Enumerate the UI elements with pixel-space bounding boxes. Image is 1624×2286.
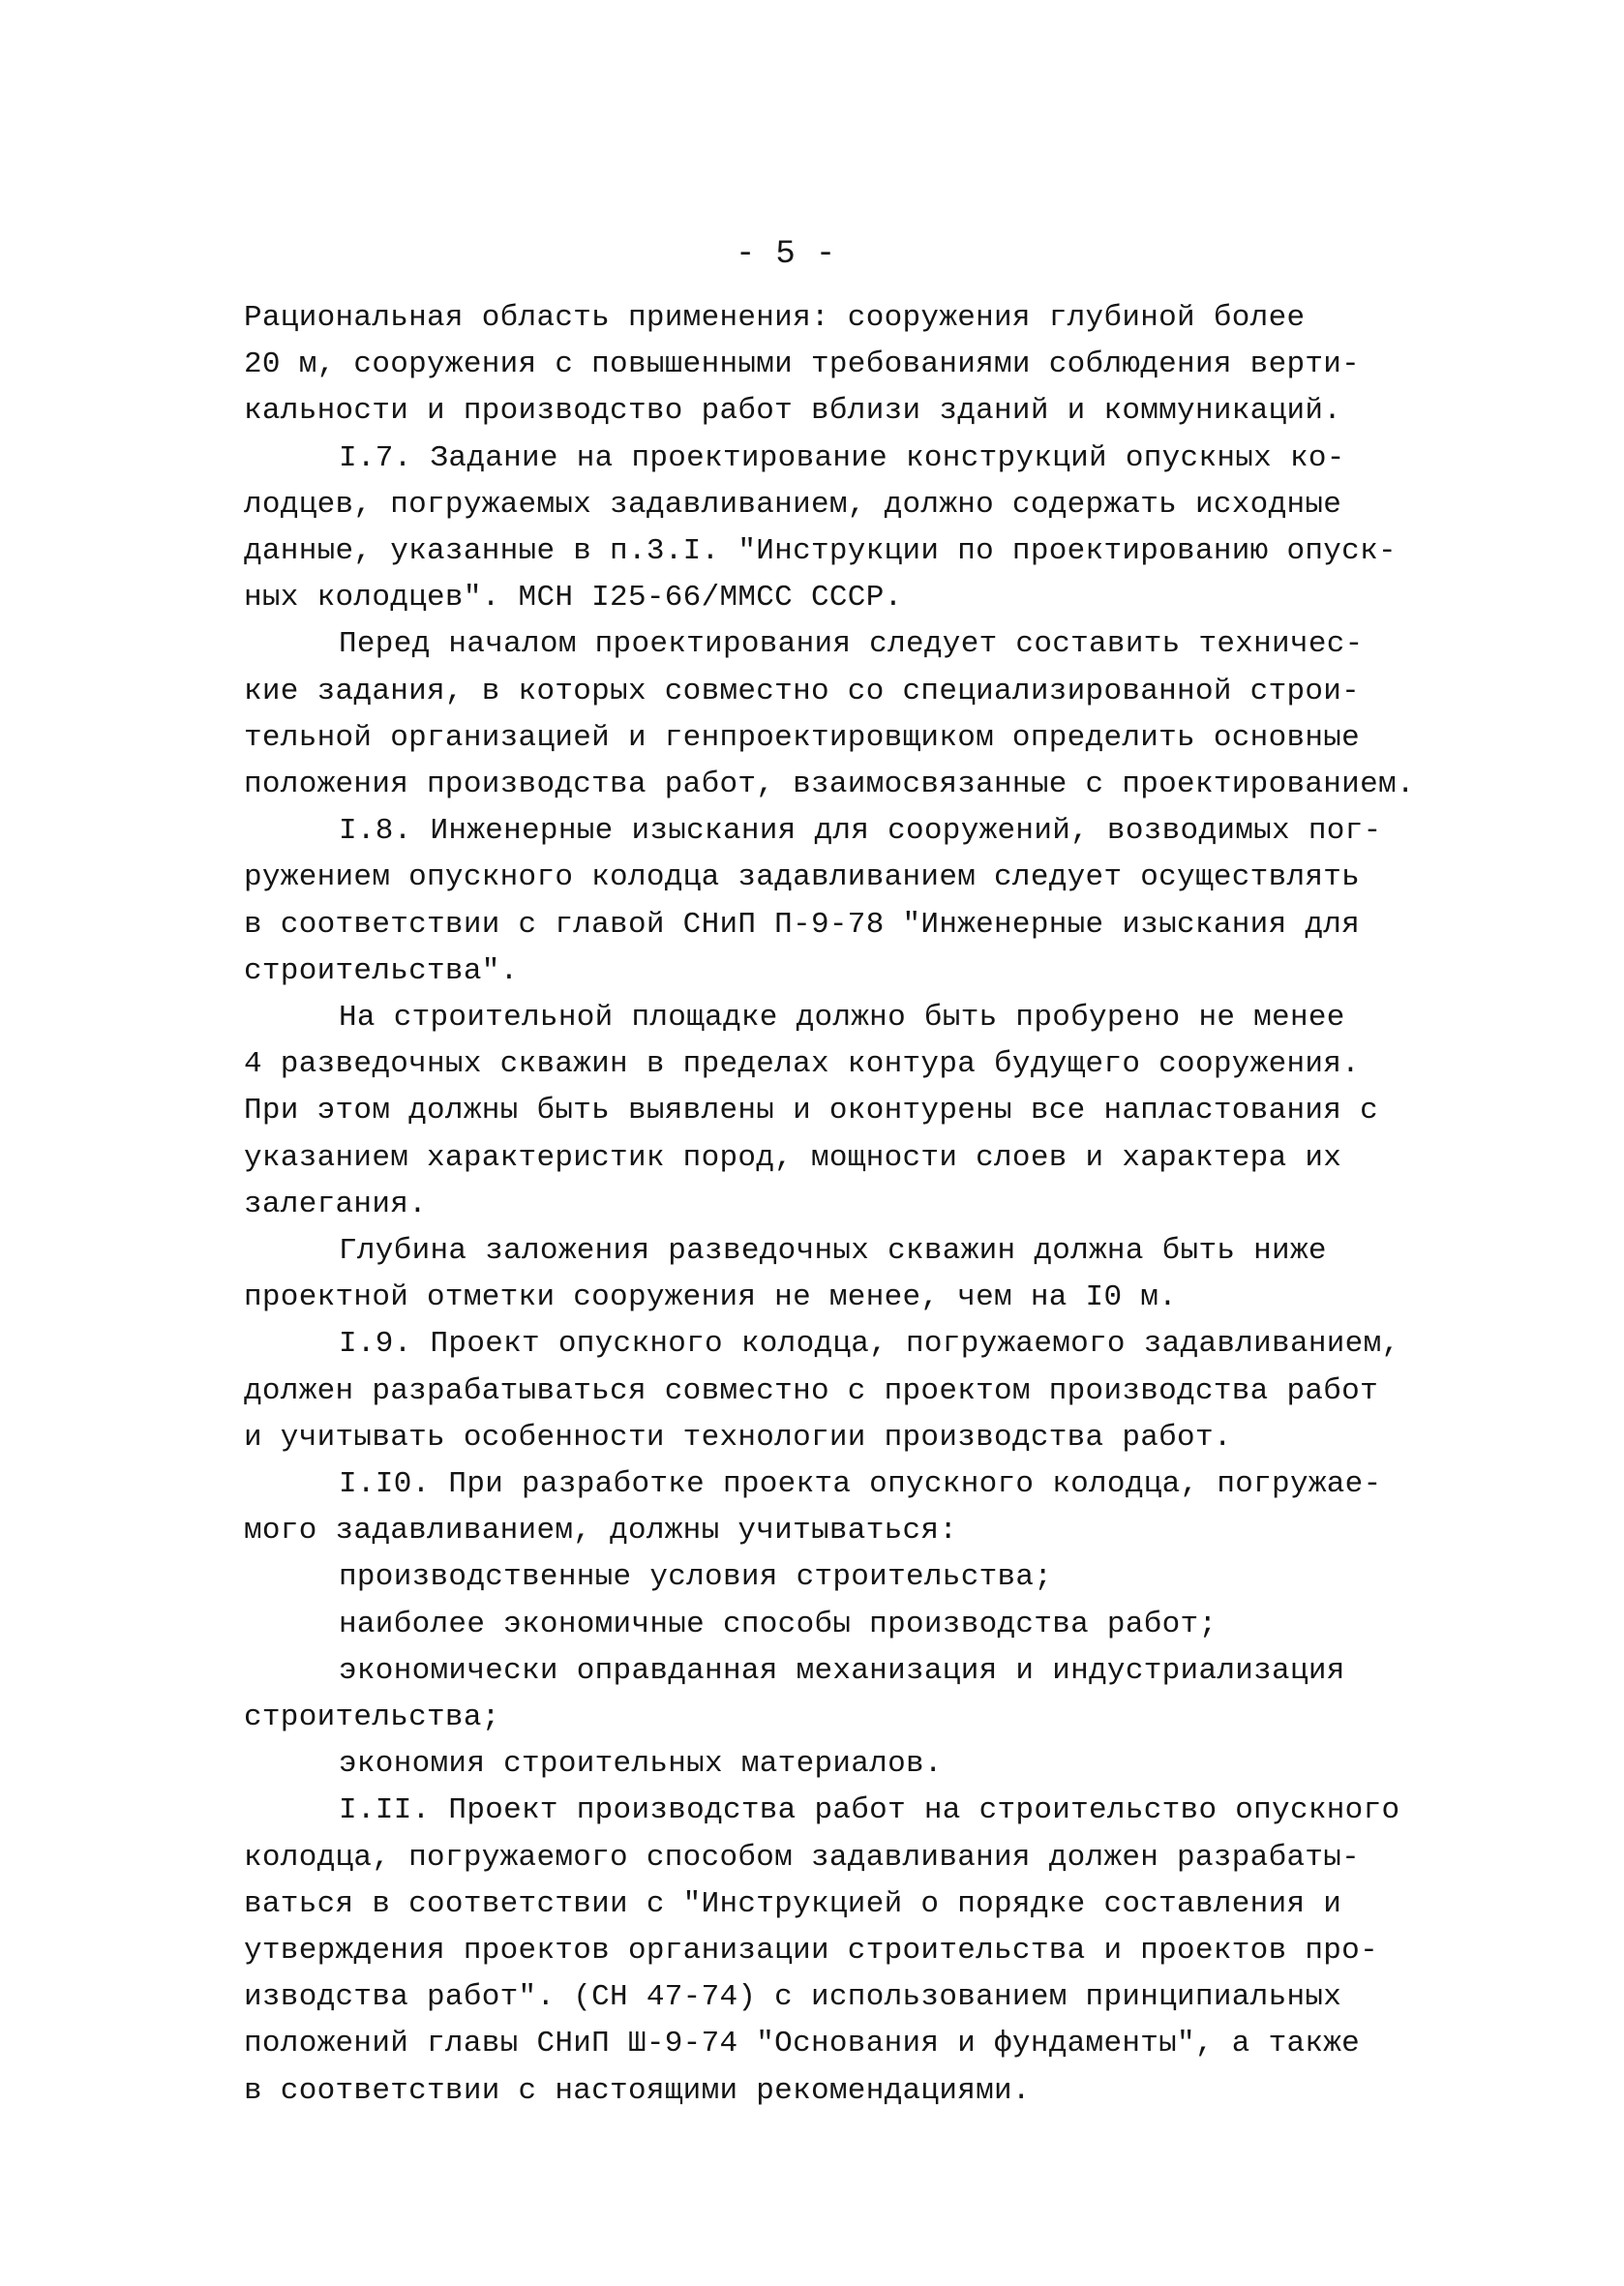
text-line: и учитывать особенности технологии производства работ. (244, 1420, 1232, 1455)
text-line: мого задавливанием, должны учитываться: (244, 1514, 958, 1549)
text-line: 4 разведочных скважин в пределах контура будущего сооружения. (244, 1047, 1361, 1082)
text-line: При этом должны быть выявлены и оконтурены все напластования с (244, 1094, 1378, 1128)
text-line: 20 м, сооружения с повышенными требованиями соблюдения верти- (244, 347, 1361, 382)
text-line: указанием характеристик пород, мощности слоев и характера их (244, 1140, 1342, 1175)
text-line: тельной организацией и генпроектировщиком определить основные (244, 720, 1361, 755)
text-line: ваться в соответствии с "Инструкцией о порядке составления и (244, 1886, 1342, 1921)
text-line: I.7. Задание на проектирование конструкций опускных ко- (339, 440, 1345, 475)
text-line: Глубина заложения разведочных скважин должна быть ниже (339, 1234, 1327, 1268)
text-line: изводства работ". (СН 47-74) с использованием принципиальных (244, 1980, 1342, 2015)
text-line: положений главы СНиП Ш-9-74 "Основания и фундаменты", а также (244, 2027, 1361, 2061)
text-line: I.I0. При разработке проекта опускного колодца, погружае- (339, 1467, 1382, 1501)
text-line: Перед началом проектирования следует составить техничес- (339, 627, 1364, 662)
text-line: залегания. (244, 1187, 428, 1221)
text-line: ружением опускного колодца задавливанием следует осуществлять (244, 860, 1361, 895)
text-line: экономия строительных материалов. (339, 1747, 943, 1782)
text-line: На строительной площадке должно быть пробурено не менее (339, 1001, 1345, 1035)
text-line: строительства". (244, 953, 519, 988)
text-line: в соответствии с главой СНиП П-9-78 "Инженерные изыскания для (244, 907, 1361, 942)
text-line: колодца, погружаемого способом задавливания должен разрабаты- (244, 1840, 1361, 1875)
text-line: I.9. Проект опускного колодца, погружаемого задавливанием, (339, 1327, 1400, 1362)
text-line: I.8. Инженерные изыскания для сооружений, возводимых пог- (339, 814, 1382, 849)
text-line: должен разрабатываться совместно с проектом производства работ (244, 1373, 1378, 1408)
text-line: ных колодцев". МСН I25-66/ММСС СССР. (244, 581, 903, 616)
text-line: производственные условия строительства; (339, 1560, 1053, 1595)
text-line: в соответствии с настоящими рекомендациями. (244, 2073, 1031, 2108)
text-line: I.II. Проект производства работ на строительство опускного (339, 1793, 1400, 1828)
text-line: утверждения проектов организации строительства и проектов про- (244, 1934, 1378, 1968)
text-line: кальности и производство работ вблизи зданий и коммуникаций. (244, 394, 1342, 429)
text-line: положения производства работ, взаимосвязанные с проектированием. (244, 767, 1415, 801)
text-line: лодцев, погружаемых задавливанием, должно содержать исходные (244, 487, 1342, 522)
page-number: - 5 - (736, 236, 836, 273)
text-line: проектной отметки сооружения не менее, чем на I0 м. (244, 1280, 1178, 1315)
text-line: экономически оправданная механизация и индустриализация (339, 1653, 1345, 1688)
text-line: Рациональная область применения: сооружения глубиной более (244, 301, 1306, 335)
text-line: кие задания, в которых совместно со специализированной строи- (244, 674, 1361, 708)
text-line: данные, указанные в п.3.I. "Инструкции по проектированию опуск- (244, 534, 1397, 568)
text-line: строительства; (244, 1700, 500, 1734)
text-line: наиболее экономичные способы производства работ; (339, 1607, 1218, 1641)
